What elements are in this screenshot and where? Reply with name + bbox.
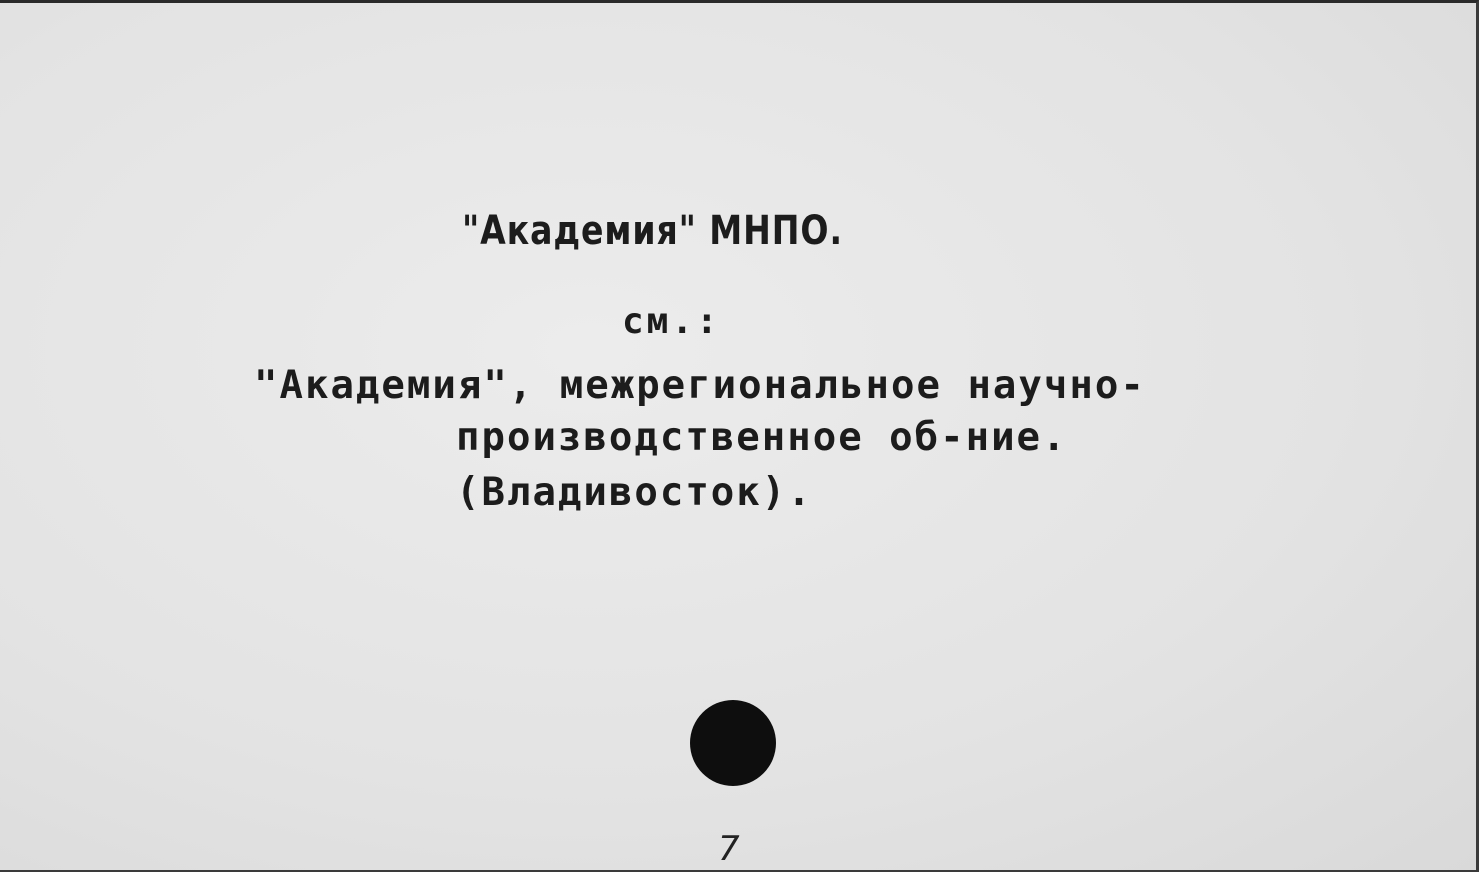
reference-line-1: "Академия", межрегиональное научно-	[254, 363, 1146, 408]
reference-line-3: (Владивосток).	[456, 470, 813, 515]
reference-line-2: производственное об-ние.	[456, 415, 1068, 460]
see-also-label: см.:	[622, 301, 721, 342]
corner-mark: 7	[718, 829, 740, 869]
punch-hole	[690, 700, 776, 786]
card-heading: "Академия" МНПО.	[462, 208, 843, 254]
